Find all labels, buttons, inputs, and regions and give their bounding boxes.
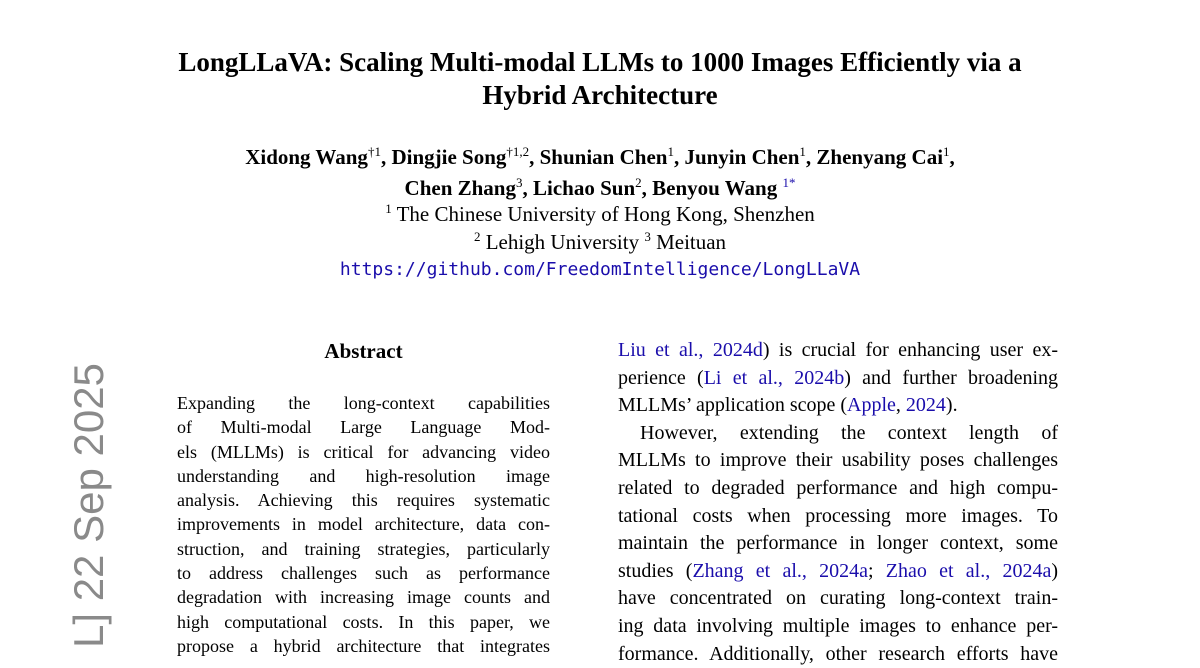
abstract-line: improvements in model architecture, data con- xyxy=(177,514,550,535)
abstract-line: struction, and training strategies, particularly xyxy=(177,538,550,559)
arxiv-identifier-stamp: L] 22 Sep 2025 xyxy=(65,363,112,648)
intro-text: ; xyxy=(868,559,886,582)
intro-line xyxy=(618,558,1058,586)
abstract-line: to address challenges such as performance xyxy=(177,563,550,584)
intro-line: ing data involving multiple images to enhance per- xyxy=(618,614,1058,637)
abstract-line: Expanding the long-context capabilities xyxy=(177,393,550,413)
abstract-line: degradation with increasing image counts and xyxy=(177,587,550,608)
affiliation-1 xyxy=(100,200,1100,231)
author-affil-marker: 1 xyxy=(799,144,806,159)
intro-line xyxy=(618,365,1058,393)
author-list xyxy=(100,143,1100,205)
abstract-body xyxy=(177,391,550,658)
author-affil-marker: 3 xyxy=(516,175,523,190)
intro-line: maintain the performance in longer context, some xyxy=(618,532,1058,555)
author-name: , Lichao Sun xyxy=(522,176,636,200)
intro-line xyxy=(618,337,1058,365)
author-name: , Zhenyang Cai xyxy=(805,145,944,169)
abstract-line: high computational costs. In this paper, we xyxy=(177,611,550,632)
author-affil-marker: †1 xyxy=(367,144,381,159)
citation-link[interactable]: Li et al., 2024b xyxy=(703,366,845,389)
intro-line: formance. Additionally, other research efforts have xyxy=(618,642,1058,665)
citation-link[interactable]: 2024 xyxy=(905,394,946,417)
abstract-line: understanding and high-resolution image xyxy=(177,465,550,486)
author-affil-marker: 1 xyxy=(943,144,950,159)
affiliation-marker: 1 xyxy=(385,201,392,216)
introduction-body xyxy=(618,337,1058,668)
title-line-2: Hybrid Architecture xyxy=(482,80,718,110)
author-name: Chen Zhang xyxy=(404,176,516,200)
intro-line xyxy=(618,392,1058,420)
abstract-line: propose a hybrid architecture that integrates xyxy=(177,635,550,656)
intro-text: studies ( xyxy=(618,559,693,582)
citation-link[interactable]: Apple xyxy=(847,394,896,417)
intro-text: ) is crucial for enhancing user ex- xyxy=(762,339,1058,361)
citation-link[interactable]: Zhang et al., 2024a xyxy=(692,559,868,582)
affiliation-text: Lehigh University xyxy=(480,230,645,254)
author-affil-marker: 2 xyxy=(635,175,642,190)
intro-text: perience ( xyxy=(618,366,704,389)
intro-text: ) and further broadening xyxy=(844,366,1059,389)
author-affil-marker: 1 xyxy=(667,144,674,159)
author-name: , Shunian Chen xyxy=(529,145,668,169)
affiliation-2 xyxy=(100,228,1100,259)
affiliation-marker: 3 xyxy=(644,229,651,244)
author-name: , Benyou Wang xyxy=(641,176,783,200)
affiliation-marker: 2 xyxy=(473,229,481,244)
intro-line: tational costs when processing more images. To xyxy=(618,504,1058,527)
title-line-1: LongLLaVA: Scaling Multi-modal LLMs to 1000 Images Efficiently via a xyxy=(178,47,1022,77)
citation-link[interactable]: Zhao et al., 2024a xyxy=(885,559,1052,582)
author-affil-marker: †1,2 xyxy=(506,144,530,159)
abstract-heading: Abstract xyxy=(324,339,403,363)
author-name: , Dingjie Song xyxy=(380,145,507,169)
intro-line: However, extending the context length of xyxy=(640,421,1058,444)
intro-line: related to degraded performance and high compu- xyxy=(618,476,1058,499)
intro-text: ) xyxy=(1051,559,1059,582)
author-line-1 xyxy=(100,143,1100,174)
affiliation-text: The Chinese University of Hong Kong, Shenzhen xyxy=(391,202,815,226)
intro-text: , xyxy=(895,394,906,417)
intro-line: MLLMs to improve their usability poses challenges xyxy=(618,449,1058,472)
abstract-line: analysis. Achieving this requires systematic xyxy=(177,490,550,511)
intro-line: have concentrated on curating long-context train- xyxy=(618,587,1058,610)
corresponding-author-link[interactable]: 1* xyxy=(782,175,796,190)
abstract-line: els (MLLMs) is critical for advancing video xyxy=(177,441,550,462)
affiliation-text: Meituan xyxy=(650,230,727,254)
abstract-line: of Multi-modal Large Language Mod- xyxy=(177,417,550,438)
author-separator: , xyxy=(949,145,955,169)
intro-text: ). xyxy=(945,394,958,417)
intro-text: MLLMs’ application scope ( xyxy=(618,394,848,417)
author-name: Xidong Wang xyxy=(245,145,368,169)
author-name: , Junyin Chen xyxy=(673,145,800,169)
paper-title xyxy=(100,46,1100,112)
citation-link[interactable]: Liu et al., 2024d xyxy=(618,339,763,361)
github-link[interactable]: https://github.com/FreedomIntelligence/LongLLaVA xyxy=(339,259,861,280)
